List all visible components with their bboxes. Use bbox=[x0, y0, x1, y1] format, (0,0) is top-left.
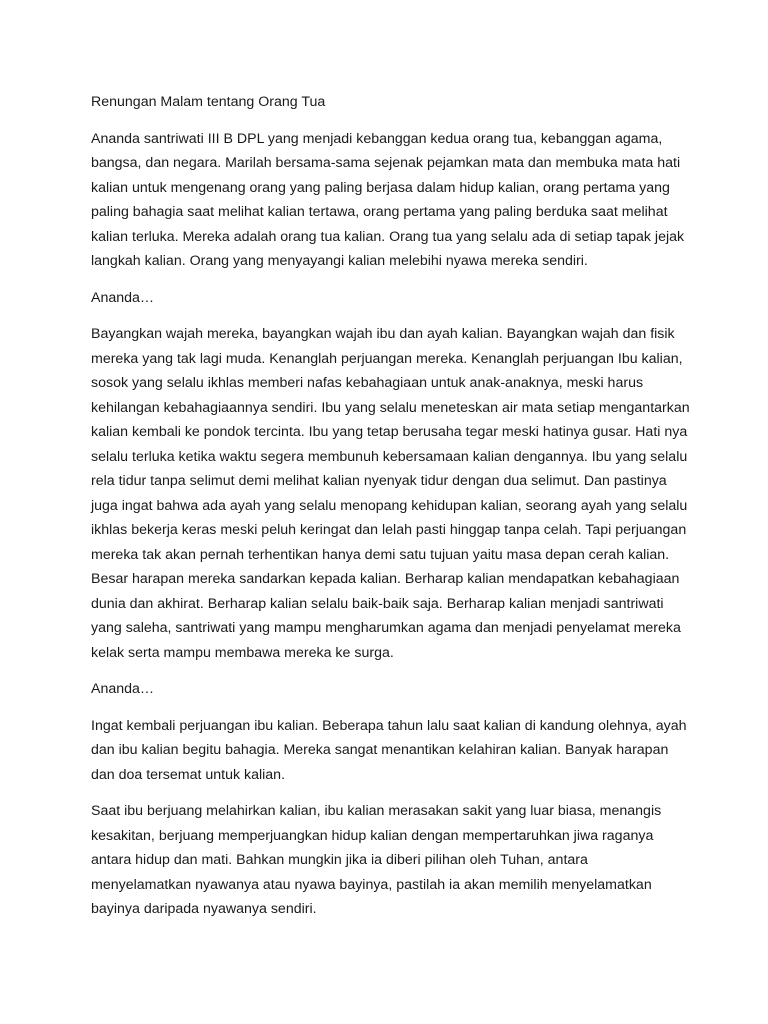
paragraph-ananda-2: Ananda… bbox=[91, 681, 155, 697]
paragraph-ingat: Ingat kembali perjuangan ibu kalian. Beberapa tahun lalu saat kalian di kandung olehnya, ayah dan ibu kalian begitu bahagia. Mereka sangat menantikan kelahiran kalian. Banyak harapan dan doa tersemat untuk kalian. bbox=[91, 717, 687, 783]
paragraph-saat-ibu: Saat ibu berjuang melahirkan kalian, ibu kalian merasakan sakit yang luar biasa, menangis kesakitan, berjuang memperjuangkan hidup kalian dengan mempertaruhkan jiwa raganya antara hidup dan mati. Bahkan mungkin jika ia diberi pilihan oleh Tuhan, antara menyelamatkan nyawanya atau nyawa bayinya, pastilah ia akan memilih menyelamatkan bayinya daripada nyawanya sendiri. bbox=[91, 803, 662, 917]
document-title: Renungan Malam tentang Orang Tua bbox=[91, 94, 326, 110]
paragraph-bayangkan: Bayangkan wajah mereka, bayangkan wajah ibu dan ayah kalian. Bayangkan wajah dan fisik mereka yang tak lagi muda. Kenanglah perjuangan mereka. Kenanglah perjuangan Ibu kalian, sosok yang selalu ikhlas memberi nafas kebahagiaan untuk anak-anaknya, meski harus kehilangan kebahagiaannya sendiri. Ibu yang selalu meneteskan air mata setiap mengantarkan kalian kembali ke pondok tercinta. Ibu yang tetap berusaha tegar meski hatinya gusar. Hati nya selalu terluka ketika waktu segera membunuh kebersamaan kalian dengannya. Ibu yang selalu rela tidur tanpa selimut demi melihat kalian nyenyak tidur dengan dua selimut. Dan pastinya juga ingat bahwa ada ayah yang selalu menopang kehidupan kalian, seorang ayah yang selalu ikhlas bekerja keras meski peluh keringat dan lelah pasti hinggap tanpa celah. Tapi perjuangan mereka tak akan pernah terhentikan hanya demi satu tujuan yaitu masa depan cerah kalian. Besar harapan mereka sandarkan kepada kalian. Berharap kalian mendapatkan kebahagiaan dunia dan akhirat. Berharap kalian selalu baik-baik saja. Berharap kalian menjadi santriwati yang saleha, santriwati yang mampu mengharumkan agama dan menjadi penyelamat mereka kelak serta mampu membawa mereka ke surga. bbox=[91, 326, 690, 661]
paragraph-intro: Ananda santriwati III B DPL yang menjadi kebanggan kedua orang tua, kebanggan agama, bangsa, dan negara. Marilah bersama-sama sejenak pejamkan mata dan membuka mata hati kalian untuk mengenang orang yang paling berjasa dalam hidup kalian, orang pertama yang paling bahagia saat melihat kalian tertawa, orang pertama yang paling berduka saat melihat kalian terluka. Mereka adalah orang tua kalian. Orang tua yang selalu ada di setiap tapak jejak langkah kalian. Orang yang menyayangi kalian melebihi nyawa mereka sendiri. bbox=[91, 130, 685, 269]
document-page bbox=[91, 90, 691, 934]
paragraph-ananda-1: Ananda… bbox=[91, 289, 155, 306]
